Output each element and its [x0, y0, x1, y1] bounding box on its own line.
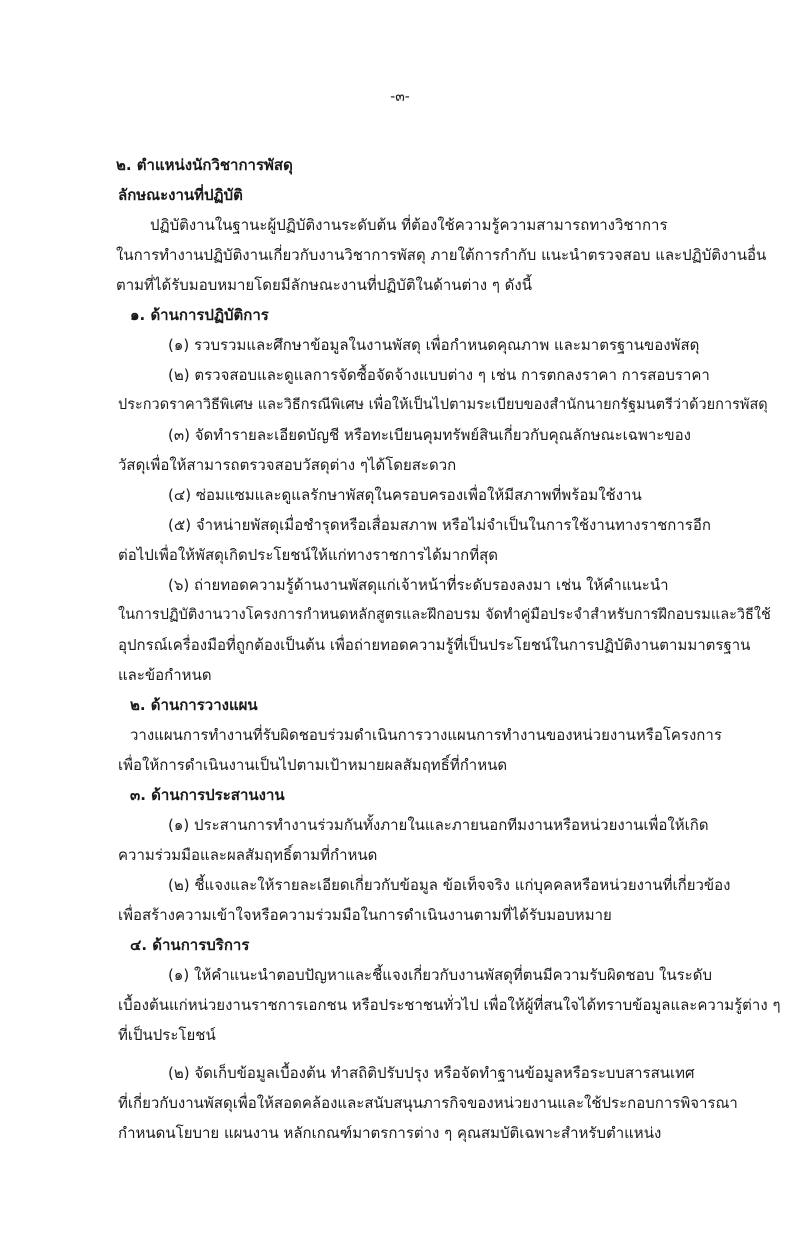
item-line: ที่เกี่ยวกับงานพัสดุเพื่อให้สอดคล้องและสนับสนุนภารกิจของหน่วยงานและใช้ประกอบการพิจารณา — [118, 1094, 738, 1112]
item-line: ความร่วมมือและผลสัมฤทธิ์ตามที่กำหนด — [118, 846, 378, 864]
item-line: ต่อไปเพื่อให้พัสดุเกิดประโยชน์ให้แก่ทางราชการได้มากที่สุด — [118, 546, 498, 564]
item-line: เพื่อสร้างความเข้าใจหรือความร่วมมือในการดำเนินงานตามที่ได้รับมอบหมาย — [118, 906, 612, 924]
area-planning — [118, 690, 786, 780]
item-line: (๖) ถ่ายทอดความรู้ด้านงานพัสดุแก่เจ้าหน้าที่ระดับรองลงมา เช่น ให้คำแนะนำ — [168, 576, 669, 594]
item-line: (๕) จำหน่ายพัสดุเมื่อชำรุดหรือเสื่อมสภาพ หรือไม่จำเป็นในการใช้งานทางราชการอีก — [168, 516, 711, 534]
item-line: และข้อกำหนด — [118, 666, 212, 684]
intro-line: ตามที่ได้รับมอบหมายโดยมีลักษณะงานที่ปฏิบัติในด้านต่าง ๆ ดังนี้ — [116, 276, 532, 294]
item-line: (๔) ซ่อมแซมและดูแลรักษาพัสดุในครอบครองเพื่อให้มีสภาพที่พร้อมใช้งาน — [168, 486, 642, 504]
area-service — [118, 930, 786, 1148]
item-line: (๓) จัดทำรายละเอียดบัญชี หรือทะเบียนคุมทรัพย์สินเกี่ยวกับคุณลักษณะเฉพาะของ — [168, 426, 691, 444]
section-title: ๒. ตำแหน่งนักวิชาการพัสดุ — [116, 156, 293, 174]
intro-paragraph — [118, 210, 786, 300]
item-line: วัสดุเพื่อให้สามารถตรวจสอบวัสดุต่าง ๆได้โดยสะดวก — [118, 456, 457, 474]
intro-line: ปฏิบัติงานในฐานะผู้ปฏิบัติงานระดับต้น ที่ต้องใช้ความรู้ความสามารถทางวิชาการ — [150, 216, 668, 234]
item-line: ในการปฏิบัติงานวางโครงการกำหนดหลักสูตรและฝึกอบรม จัดทำคู่มือประจำสำหรับการฝึกอบรมและวิธีใช้ — [118, 607, 771, 623]
item-line: (๒) ตรวจสอบและดูแลการจัดซื้อจัดจ้างแบบต่าง ๆ เช่น การตกลงราคา การสอบราคา — [168, 366, 710, 384]
item-line: (๑) ประสานการทำงานร่วมกันทั้งภายในและภายนอกทีมงานหรือหน่วยงานเพื่อให้เกิด — [168, 816, 709, 834]
item-line: (๑) ให้คำแนะนำตอบปัญหาและชี้แจงเกี่ยวกับงานพัสดุที่ตนมีความรับผิดชอบ ในระดับ — [168, 966, 712, 984]
item-line: (๒) ชี้แจงและให้รายละเอียดเกี่ยวกับข้อมูล ข้อเท็จจริง แก่บุคคลหรือหน่วยงานที่เกี่ยวข้อง — [168, 876, 731, 894]
job-nature-heading: ลักษณะงานที่ปฏิบัติ — [118, 186, 243, 204]
item-line: (๒) จัดเก็บข้อมูลเบื้องต้น ทำสถิติปรับปรุง หรือจัดทำฐานข้อมูลหรือระบบสารสนเทศ — [168, 1064, 695, 1082]
item-line: กำหนดนโยบาย แผนงาน หลักเกณฑ์มาตรการต่าง ๆ คุณสมบัติเฉพาะสำหรับตำแหน่ง — [118, 1124, 662, 1142]
item-line: เบื้องต้นแก่หน่วยงานราชการเอกชน หรือประชาชนทั่วไป เพื่อให้ผู้ที่สนใจได้ทราบข้อมูลและความรู้ต่าง ๆ — [118, 996, 781, 1014]
item-line: อุปกรณ์เครื่องมือที่ถูกต้องเป็นต้น เพื่อถ่ายทอดความรู้ที่เป็นประโยชน์ในการปฏิบัติงานตามมาตรฐาน — [118, 636, 751, 654]
item-line: ประกวดราคาวิธีพิเศษ และวิธีกรณีพิเศษ เพื่อให้เป็นไปตามระเบียบของสำนักนายกรัฐมนตรีว่าด้วยการพัสดุ — [118, 397, 768, 413]
area-operations — [118, 300, 786, 690]
area-heading: ๔. ด้านการบริการ — [130, 936, 250, 954]
page-number: -๓- — [390, 89, 410, 105]
document-body — [118, 150, 786, 1148]
item-line: ที่เป็นประโยชน์ — [118, 1026, 216, 1044]
area-heading: ๑. ด้านการปฏิบัติการ — [130, 306, 269, 324]
item-line: วางแผนการทำงานที่รับผิดชอบร่วมดำเนินการวางแผนการทำงานของหน่วยงานหรือโครงการ — [130, 726, 722, 744]
area-coordination — [118, 780, 786, 930]
intro-line: ในการทำงานปฏิบัติงานเกี่ยวกับงานวิชาการพัสดุ ภายใต้การกำกับ แนะนำตรวจสอบ และปฏิบัติงานอื่น — [116, 246, 767, 264]
area-heading: ๓. ด้านการประสานงาน — [130, 786, 285, 804]
area-heading: ๒. ด้านการวางแผน — [130, 696, 258, 714]
item-line: (๑) รวบรวมและศึกษาข้อมูลในงานพัสดุ เพื่อกำหนดคุณภาพ และมาตรฐานของพัสดุ — [168, 336, 700, 354]
item-line: เพื่อให้การดำเนินงานเป็นไปตามเป้าหมายผลสัมฤทธิ์ที่กำหนด — [118, 756, 508, 774]
